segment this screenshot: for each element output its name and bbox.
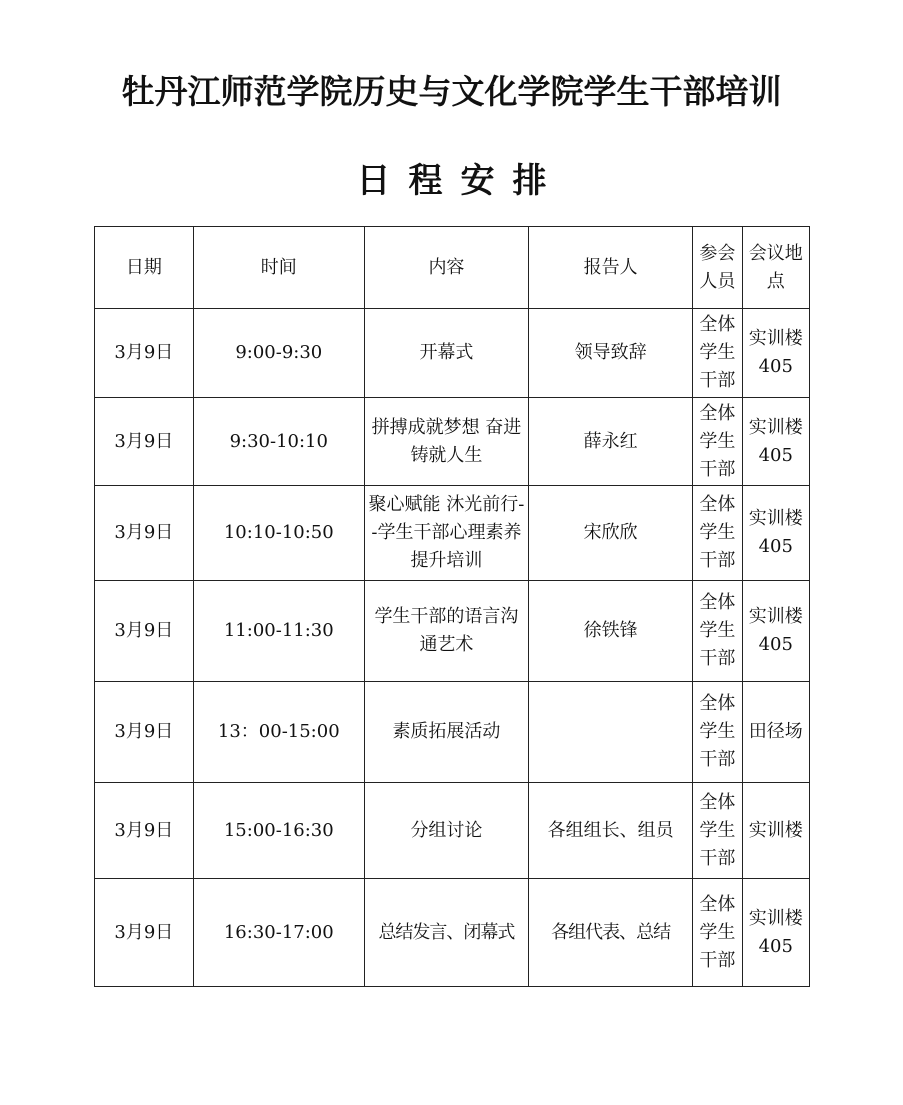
cell-speaker: 宋欣欣	[529, 486, 693, 581]
cell-date: 3月9日	[95, 783, 194, 879]
table-row	[95, 682, 810, 783]
cell-attendees: 全体学生干部	[693, 581, 742, 682]
cell-content: 分组讨论	[364, 783, 528, 879]
cell-venue: 实训楼405	[742, 398, 810, 486]
cell-content: 拼搏成就梦想 奋进铸就人生	[364, 398, 528, 486]
cell-attendees: 全体学生干部	[693, 309, 742, 398]
table-row	[95, 879, 810, 987]
cell-speaker: 薛永红	[529, 398, 693, 486]
header-attendees: 参会人员	[693, 227, 742, 309]
cell-time: 9:30-10:10	[193, 398, 364, 486]
cell-date: 3月9日	[95, 309, 194, 398]
table-row	[95, 486, 810, 581]
cell-time: 16:30-17:00	[193, 879, 364, 987]
cell-date: 3月9日	[95, 581, 194, 682]
cell-attendees: 全体学生干部	[693, 879, 742, 987]
cell-time: 10:10-10:50	[193, 486, 364, 581]
cell-speaker: 领导致辞	[529, 309, 693, 398]
cell-content: 聚心赋能 沐光前行--学生干部心理素养提升培训	[364, 486, 528, 581]
cell-attendees: 全体学生干部	[693, 398, 742, 486]
cell-time: 9:00-9:30	[193, 309, 364, 398]
cell-content: 总结发言、闭幕式	[364, 879, 528, 987]
header-date: 日期	[95, 227, 194, 309]
cell-speaker: 各组代表、总结	[529, 879, 693, 987]
cell-content: 学生干部的语言沟通艺术	[364, 581, 528, 682]
cell-date: 3月9日	[95, 398, 194, 486]
cell-attendees: 全体学生干部	[693, 486, 742, 581]
cell-time: 13：00-15:00	[193, 682, 364, 783]
table-header-row	[95, 227, 810, 309]
cell-venue: 实训楼	[742, 783, 810, 879]
cell-speaker: 各组组长、组员	[529, 783, 693, 879]
cell-content: 素质拓展活动	[364, 682, 528, 783]
cell-venue: 实训楼405	[742, 879, 810, 987]
header-content: 内容	[364, 227, 528, 309]
cell-date: 3月9日	[95, 682, 194, 783]
cell-venue: 实训楼405	[742, 486, 810, 581]
cell-content: 开幕式	[364, 309, 528, 398]
table-row	[95, 783, 810, 879]
cell-attendees: 全体学生干部	[693, 682, 742, 783]
header-venue: 会议地点	[742, 227, 810, 309]
cell-venue: 田径场	[742, 682, 810, 783]
header-time: 时间	[193, 227, 364, 309]
cell-date: 3月9日	[95, 486, 194, 581]
table-row	[95, 398, 810, 486]
table-row	[95, 581, 810, 682]
cell-speaker	[529, 682, 693, 783]
document-title: 牡丹江师范学院历史与文化学院学生干部培训	[121, 72, 782, 111]
cell-date: 3月9日	[95, 879, 194, 987]
header-speaker: 报告人	[529, 227, 693, 309]
document-subtitle: 日程安排	[356, 161, 565, 201]
cell-attendees: 全体学生干部	[693, 783, 742, 879]
table-row	[95, 309, 810, 398]
cell-venue: 实训楼405	[742, 309, 810, 398]
cell-venue: 实训楼405	[742, 581, 810, 682]
cell-time: 11:00-11:30	[193, 581, 364, 682]
schedule-table	[94, 226, 810, 987]
cell-time: 15:00-16:30	[193, 783, 364, 879]
cell-speaker: 徐铁锋	[529, 581, 693, 682]
